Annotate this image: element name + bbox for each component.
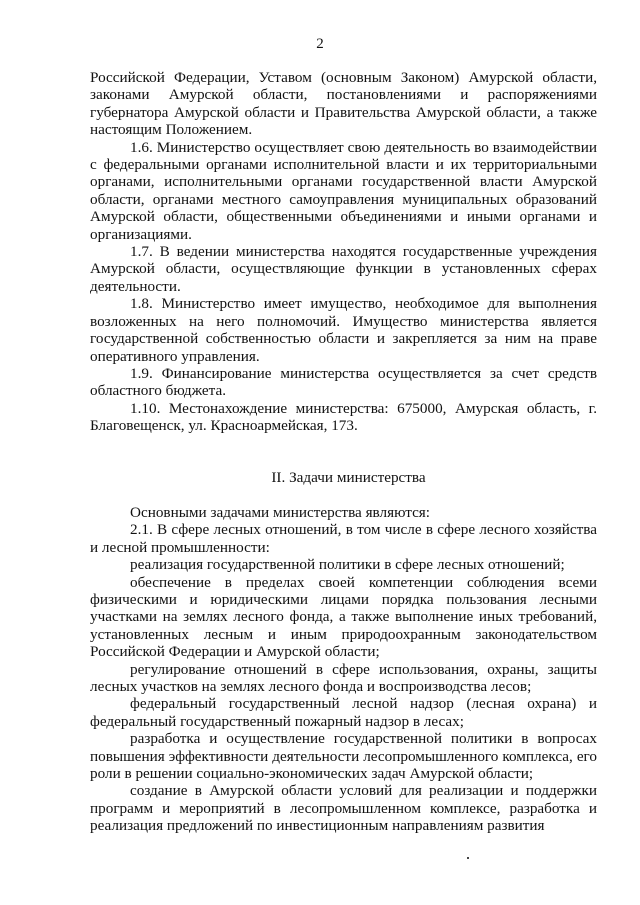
paragraph: создание в Амурской области условий для реализации и поддержки программ и мероприятий в лесопромышленном комплексе, разработка и реализация предложений по инвестиционным направлениям развития [90, 782, 597, 835]
page-number: 2 [316, 36, 324, 52]
paragraph: федеральный государственный лесной надзор (лесная охрана) и федеральный государственный пожарный надзор в лесах; [90, 695, 597, 730]
paragraph: реализация государственной политики в сфере лесных отношений; [130, 556, 565, 574]
paragraph: 1.6. Министерство осуществляет свою деятельность во взаимодействии с федеральными органами исполнительной власти и их территориальными органами, исполнительными органами государственной власти Амурской области, органами местного самоуправления муниципальных образований Амурской области, общественными объединениями и иными органами и организациями. [90, 138, 597, 243]
paragraph: обеспечение в пределах своей компетенции соблюдения всеми физическими и юридическими лицами порядка пользования лесными участками на землях лесного фонда, а также выполнение иных требований, установленных лесным и иным природоохранным законодательством Российской Федерации и Амурской области; [90, 573, 597, 661]
section-1-continuation [90, 69, 597, 435]
paragraph: 1.10. Местонахождение министерства: 675000, Амурская область, г. Благовещенск, ул. Красноармейская, 173. [90, 399, 597, 435]
paragraph: 2.1. В сфере лесных отношений, в том числе в сфере лесного хозяйства и лесной промышленности: [90, 521, 597, 556]
paragraph: 1.7. В ведении министерства находятся государственные учреждения Амурской области, осуществляющие функции в установленных сферах деятельности. [90, 243, 597, 295]
paragraph: разработка и осуществление государственной политики в вопросах повышения эффективности деятельности лесопромышленного комплекса, его роли в решении социально-экономических задач Амурской области; [90, 730, 597, 783]
scan-speck [467, 857, 469, 859]
section-heading: II. Задачи министерства [271, 468, 426, 486]
section-2 [90, 504, 597, 835]
paragraph: Российской Федерации, Уставом (основным Законом) Амурской области, законами Амурской области, постановлениями и распоряжениями губернатора Амурской области и Правительства Амурской области, а также настоящим Положением. [90, 69, 597, 139]
paragraph: Основными задачами министерства являются: [130, 503, 431, 521]
heading-spacer [90, 486, 597, 504]
document-body [90, 69, 597, 835]
section-spacer [90, 435, 597, 469]
paragraph: регулирование отношений в сфере использования, охраны, защиты лесных участков на землях лесного фонда и воспроизводства лесов; [90, 660, 597, 695]
paragraph: 1.8. Министерство имеет имущество, необходимое для выполнения возложенных на него полномочий. Имущество министерства является государственной собственностью области и закрепляется за ним на праве оперативного управления. [90, 295, 597, 365]
paragraph: 1.9. Финансирование министерства осуществляется за счет средств областного бюджета. [90, 364, 597, 400]
